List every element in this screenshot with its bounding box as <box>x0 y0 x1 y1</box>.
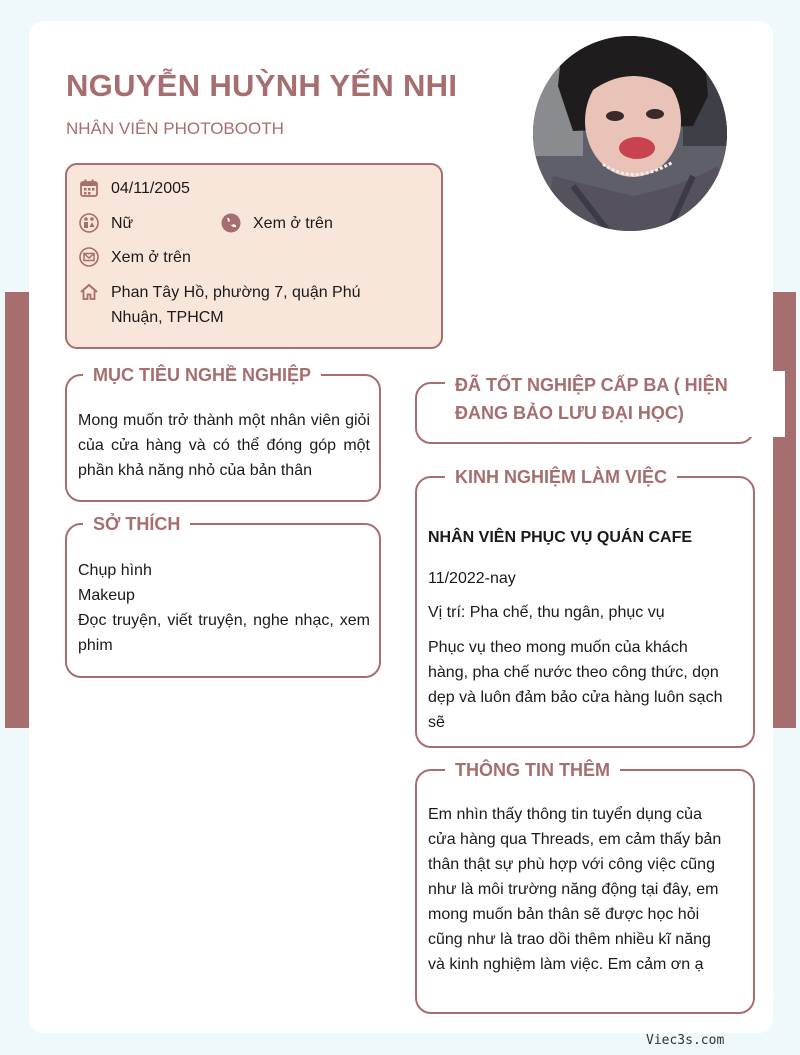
education-section <box>415 375 755 444</box>
additional-info-text: Em nhìn thấy thông tin tuyển dụng của cửa hàng qua Threads, em cảm thấy bản thân thật sự phù hợp với công việc cũng như là môi trường năng động tại đây, em mong muốn bản thân sẽ được học hỏi cũng như là trao dồi thêm nhiều kĩ năng và kinh nghiệm làm việc. Em cảm ơn ạ <box>428 806 722 973</box>
hobby-item: Chụp hình <box>78 562 152 579</box>
gender-icon <box>79 213 99 233</box>
objective-text: Mong muốn trở thành một nhân viên giỏi của cửa hàng và có thể đóng góp một phần khả năng nhỏ của bản thân <box>78 412 370 479</box>
job-position: Vị trí: Pha chế, thu ngân, phục vụ <box>428 604 665 621</box>
email-value: Xem ở trên <box>111 249 191 266</box>
home-icon <box>79 282 99 302</box>
job-period: 11/2022-nay <box>428 570 516 587</box>
gender-value: Nữ <box>111 215 134 232</box>
experience-section <box>415 467 755 748</box>
hobby-item: Makeup <box>78 587 135 604</box>
hobbies-title: SỞ THÍCH <box>83 510 190 538</box>
candidate-name: NGUYỄN HUỲNH YẾN NHI <box>66 68 458 103</box>
avatar <box>533 36 727 231</box>
left-decorative-band <box>5 292 29 728</box>
education-title-line-1: ĐÃ TỐT NGHIỆP CẤP BA ( HIỆN <box>455 375 728 395</box>
gender-row <box>79 211 133 236</box>
candidate-role: NHÂN VIÊN PHOTOBOOTH <box>66 119 284 138</box>
calendar-icon <box>79 178 99 198</box>
hobbies-section <box>65 514 381 678</box>
additional-info-section <box>415 760 755 1014</box>
birthday-row <box>79 176 190 201</box>
objective-section <box>65 365 381 502</box>
job-description: Phục vụ theo mong muốn của khách hàng, pha chế nước theo công thức, dọn dẹp và luôn đảm bảo cửa hàng luôn sạch sẽ <box>428 639 723 731</box>
birthday-value: 04/11/2005 <box>111 180 190 197</box>
email-row <box>79 245 191 270</box>
phone-icon <box>221 213 241 233</box>
education-title-line-2: ĐANG BẢO LƯU ĐẠI HỌC) <box>455 403 684 423</box>
job-title: NHÂN VIÊN PHỤC VỤ QUÁN CAFE <box>428 529 693 546</box>
phone-value: Xem ở trên <box>253 215 333 232</box>
contact-info-box <box>65 163 443 349</box>
experience-title: KINH NGHIỆM LÀM VIỆC <box>445 463 677 491</box>
right-decorative-band <box>772 292 796 728</box>
address-line-2: Nhuận, TPHCM <box>111 309 224 326</box>
email-icon <box>79 247 99 267</box>
address-row <box>79 280 361 330</box>
hobby-item: Đọc truyện, viết truyện, nghe nhạc, xem phim <box>78 612 370 654</box>
address-line-1: Phan Tây Hồ, phường 7, quận Phú <box>111 284 361 301</box>
watermark: Viec3s.com <box>646 1033 725 1048</box>
phone-row <box>221 211 333 236</box>
objective-title: MỤC TIÊU NGHỀ NGHIỆP <box>83 361 321 389</box>
additional-info-title: THÔNG TIN THÊM <box>445 756 620 784</box>
